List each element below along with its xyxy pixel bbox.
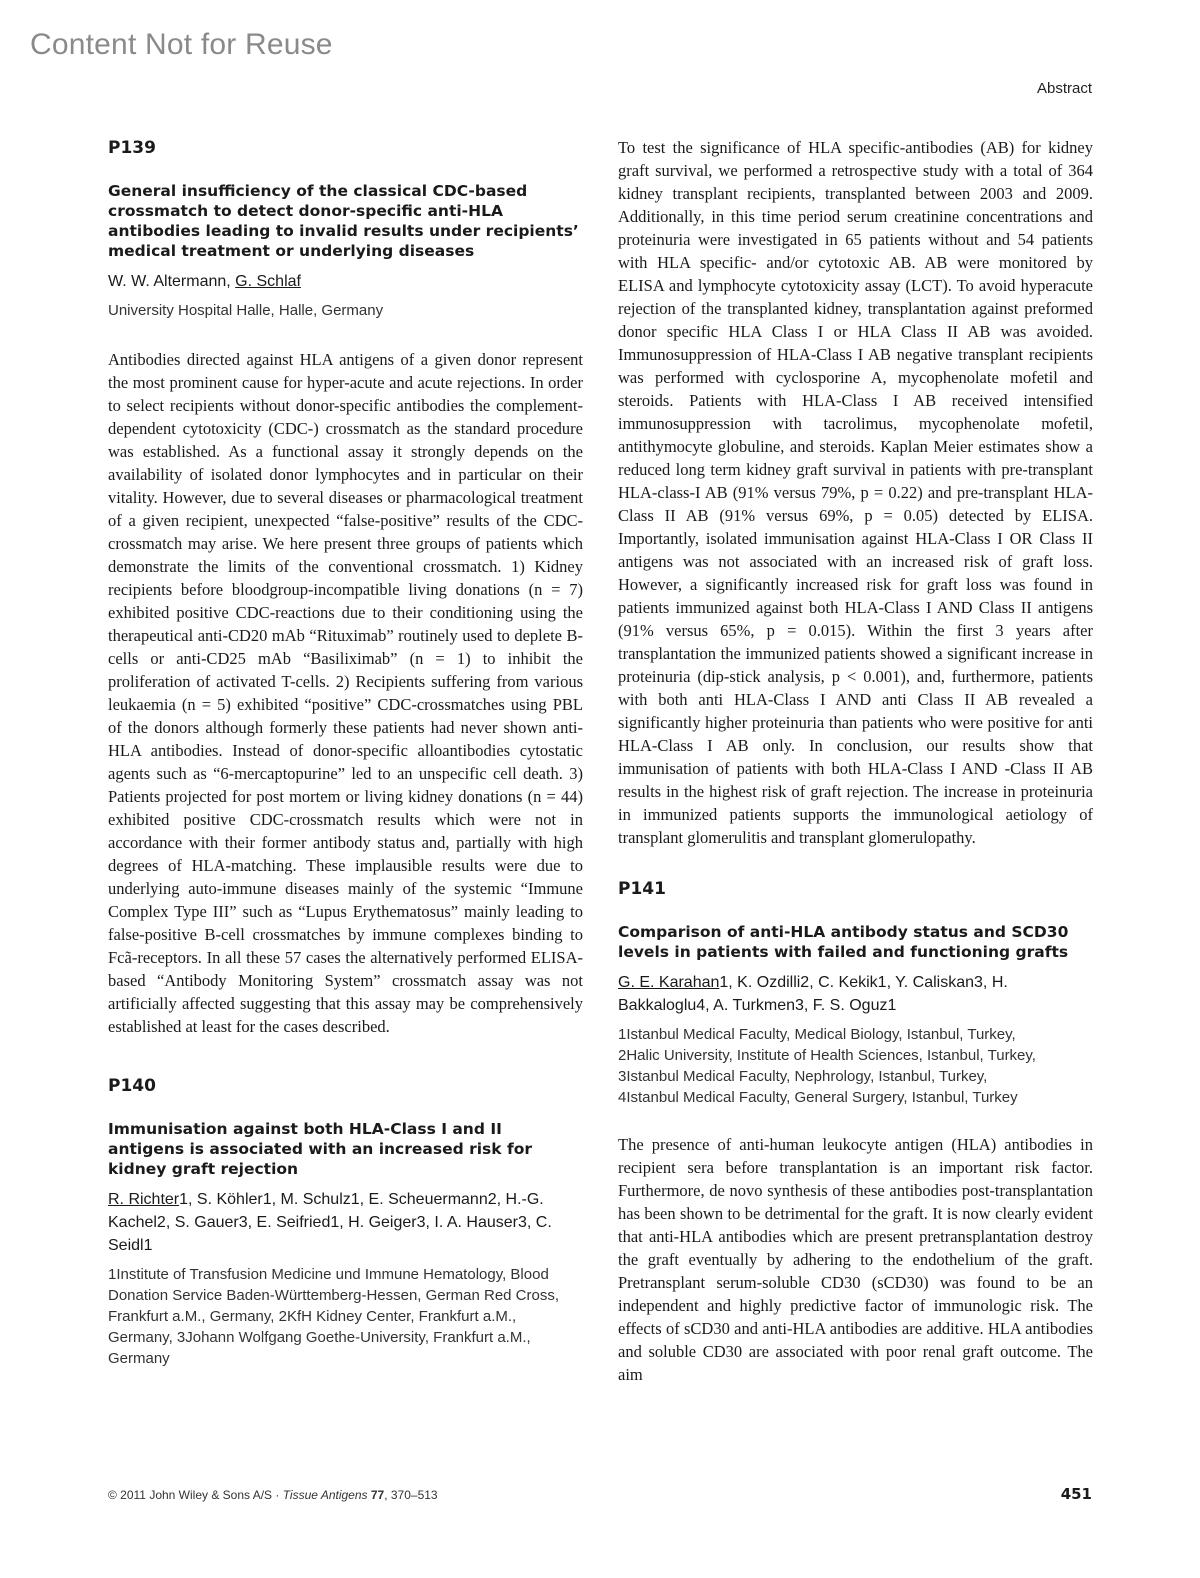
abstract-p141	[618, 879, 1093, 1386]
watermark: Content Not for Reuse	[30, 28, 333, 61]
abstract-body: Antibodies directed against HLA antigens of a given donor represent the most prominent cause for hyper-acute and acute rejections. In order to select recipients without donor-specific antibodies the complement-dependent cytotoxicity (CDC-) crossmatch as the standard procedure was established. As a functional assay it strongly depends on the availability of isolated donor lymphocytes and in particular on their vitality. However, due to several diseases or pharmacological treatment of a given recipient, unexpected “false-positive” results of the CDC-crossmatch may arise. We here present three groups of patients which demonstrate the limits of the conventional crossmatch. 1) Kidney recipients before bloodgroup-incompatible living donations (n = 7) exhibited positive CDC-reactions due to their conditioning using the therapeutical anti-CD20 mAb “Rituximab” routinely used to deplete B-cells or anti-CD25 mAb “Basiliximab” (n = 1) to inhibit the proliferation of activated T-cells. 2) Recipients suffering from various leukaemia (n = 5) exhibited “positive” CDC-crossmatches using PBL of the donors although formerly these patients had never shown anti-HLA antibodies. Instead of donor-specific alloantibodies cytostatic agents such as “6-mercaptopurine” led to an unspecific cell death. 3) Patients projected for post mortem or living kidney donations (n = 44) exhibited positive CDC-crossmatch results which were not in accordance with their former antibody status and, partially with high degrees of HLA-matching. These implausible results were due to underlying auto-immune diseases mainly of the systemic “Immune Complex Type III” such as “Lupus Erythematosus” mainly leading to false-positive B-cell crossmatches by immune complexes binding to Fcã-receptors. In all these 57 cases the alternatively performed ELISA-based “Antibody Monitoring System” crossmatch assay was not artificially affected suggesting that this assay may be comprehensively established at least for the cases described.	[108, 350, 583, 1036]
abstract-p139	[108, 138, 583, 1038]
co-authors: 1, S. Köhler1, M. Schulz1, E. Scheuermann2, H.-G. Kachel2, S. Gauer3, E. Seifried1, H. Geiger3, I. A. Hauser3, C. Seidl1	[108, 1191, 552, 1254]
running-head: Abstract	[1036, 80, 1092, 97]
abstract-title: Comparison of anti-HLA antibody status and SCD30 levels in patients with failed and functioning grafts	[618, 923, 1069, 961]
abstract-affiliations	[618, 1024, 1093, 1108]
volume: 77	[367, 1488, 385, 1502]
affiliation-line: 3Istanbul Medical Faculty, Nephrology, Istanbul, Turkey,	[618, 1068, 988, 1085]
abstract-body: The presence of anti-human leukocyte antigen (HLA) antibodies in recipient sera before transplantation is an important risk factor. Furthermore, de novo synthesis of these antibodies post-transplantation has been shown to be detrimental for the graft. It is now clearly evident that anti-HLA antibodies which are present pretransplantation destroy the graft eventually by adhering to the endothelium of the graft. Pretransplant serum-soluble CD30 (sCD30) was found to be an independent and highly predictive factor of immunologic risk. The effects of sCD30 and anti-HLA antibodies are additive. HLA antibodies and soluble CD30 are associated with poor renal graft outcome. The aim	[618, 1135, 1093, 1384]
abstract-affiliation: University Hospital Halle, Halle, Germany	[108, 302, 384, 319]
abstract-id: P139	[108, 138, 156, 158]
abstract-id: P141	[618, 879, 666, 899]
left-column	[108, 136, 583, 1369]
abstract-authors	[108, 1188, 583, 1257]
page-range: , 370–513	[384, 1488, 438, 1502]
co-authors: 1, K. Ozdilli2, C. Kekik1, Y. Caliskan3, H. Bakkaloglu4, A. Turkmen3, F. S. Oguz1	[618, 974, 1008, 1014]
affiliation-line: 2Halic University, Institute of Health Sciences, Istanbul, Turkey,	[618, 1047, 1036, 1064]
presenting-author: R. Richter	[108, 1191, 180, 1208]
footer-citation	[108, 1488, 438, 1502]
right-column	[618, 136, 1093, 1386]
abstract-title: Immunisation against both HLA-Class I and II antigens is associated with an increased risk for kidney graft rejection	[108, 1120, 533, 1178]
journal-name: Tissue Antigens	[282, 1488, 368, 1502]
copyright: © 2011 John Wiley & Sons A/S ·	[108, 1488, 283, 1502]
presenting-author: G. Schlaf	[235, 273, 301, 290]
abstract-title: General insufficiency of the classical CDC-based crossmatch to detect donor-specific anti-HLA antibodies leading to invalid results under recipients’ medical treatment or underlying diseases	[108, 182, 579, 260]
abstract-p140	[108, 1076, 583, 1369]
page-number: 451	[1060, 1485, 1092, 1503]
abstract-authors	[108, 270, 583, 293]
abstract-id: P140	[108, 1076, 156, 1096]
affiliation-line: 1Istanbul Medical Faculty, Medical Biology, Istanbul, Turkey,	[618, 1026, 1016, 1043]
abstract-affiliation: 1Institute of Transfusion Medicine und Immune Hematology, Blood Donation Service Baden-Württemberg-Hessen, German Red Cross, Frankfurt a.M., Germany, 2KfH Kidney Center, Frankfurt a.M., Germany, 3Johann Wolfgang Goethe-University, Frankfurt a.M., Germany	[108, 1266, 560, 1367]
presenting-author: G. E. Karahan	[618, 974, 720, 991]
abstract-authors	[618, 971, 1093, 1017]
author: W. W. Altermann,	[108, 273, 236, 290]
abstract-body-p140: To test the significance of HLA specific-antibodies (AB) for kidney graft survival, we performed a retrospective study with a total of 364 kidney transplant recipients, transplanted between 2003 and 2009. Additionally, in this time period serum creatinine concentrations and proteinuria were investigated in 65 patients without and 54 patients with HLA specific- and/or cytotoxic AB. AB were monitored by ELISA and lymphocyte cytotoxicity assay (LCT). To avoid hyperacute rejection of the transplanted kidney, transplantation against preformed donor specific HLA Class I or HLA Class II AB was avoided. Immunosuppression of HLA-Class I AB negative transplant recipients was performed with cyclosporine A, mycophenolate mofetil and steroids. Patients with HLA-Class I AB received intensified immunosuppression with tacrolimus, mycophenolate mofetil, antithymocyte globuline, and steroids. Kaplan Meier estimates show a reduced long term kidney graft survival in patients with pre-transplant HLA-class-I AB (91% versus 79%, p = 0.22) and pre-transplant HLA-Class II AB (91% versus 69%, p = 0.05) detected by ELISA. Importantly, isolated immunisation against HLA-Class I OR Class II antigens was not associated with an increased risk of graft loss. However, a significantly increased risk for graft loss was found in patients immunized against both HLA-Class I AND Class II antigens (91% versus 65%, p = 0.015). Within the first 3 years after transplantation the immunized patients showed a significant increase in proteinuria (dip-stick analysis, p < 0.001), and, furthermore, patients with both anti HLA-Class I AND anti Class II AB revealed a significantly higher proteinuria than patients who were positive for anti HLA-Class I AB only. In conclusion, our results show that immunisation of patients with both HLA-Class I AND -Class II AB results in the highest risk of graft rejection. The increase in proteinuria in immunized patients supports the immunological aetiology of transplant glomerulitis and transplant glomerulopathy.	[618, 138, 1093, 847]
affiliation-line: 4Istanbul Medical Faculty, General Surgery, Istanbul, Turkey	[618, 1089, 1018, 1106]
